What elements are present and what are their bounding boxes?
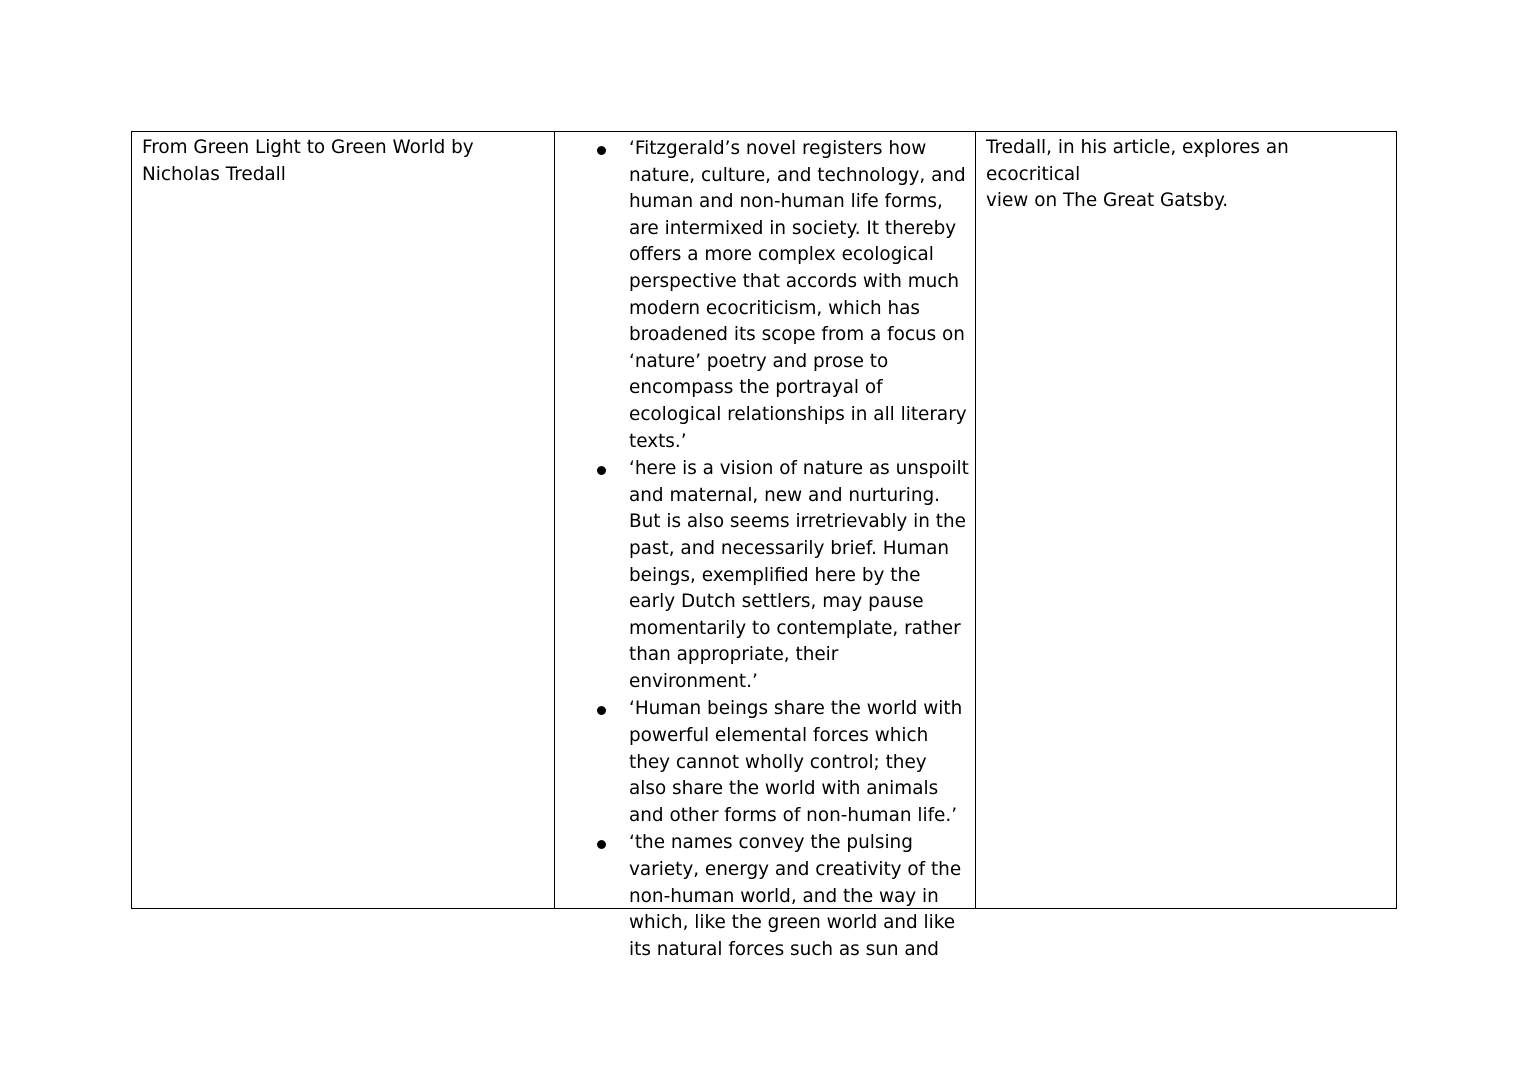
quote-text: ‘Human beings share the world with powerful elemental forces which they cannot wholly control; they also share the world with animals and other forms of non-human life.’ bbox=[629, 698, 963, 826]
source-title-line-1: From Green Light to Green World by bbox=[142, 137, 474, 158]
notes-cell bbox=[976, 132, 1396, 908]
quotes-cell bbox=[555, 132, 976, 960]
quote-text: ‘here is a vision of nature as unspoilt and maternal, new and nurturing. But is also seems irretrievably in the past, and necessarily brief. Human beings, exemplified here by the early Dutch settlers, may pause momentarily to contemplate, rather than appropriate, their environment.’ bbox=[629, 458, 969, 692]
quote-list bbox=[555, 136, 969, 963]
bullet-icon bbox=[597, 146, 606, 155]
list-item bbox=[555, 830, 969, 963]
bullet-icon bbox=[597, 706, 606, 715]
notes-table bbox=[131, 131, 1397, 960]
notes-line-2: view on The Great Gatsby. bbox=[986, 190, 1229, 211]
quote-text: ‘Fitzgerald’s novel registers how nature, culture, and technology, and human and non-human life forms, are intermixed in society. It thereby offers a more complex ecological perspective that accords with much modern ecocriticism, which has broadened its scope from a focus on ‘nature’ poetry and prose to encompass the portrayal of ecological relationships in all literary texts.’ bbox=[629, 138, 967, 452]
bullet-icon bbox=[597, 840, 606, 849]
source-title bbox=[142, 135, 544, 188]
source-cell bbox=[132, 132, 555, 908]
list-item bbox=[555, 456, 969, 695]
notes-line-1: Tredall, in his article, explores an ecocritical bbox=[986, 137, 1289, 185]
quote-text: ‘the names convey the pulsing variety, energy and creativity of the non-human world, and the way in which, like the green world and like its natural forces such as sun and bbox=[629, 832, 962, 960]
list-item bbox=[555, 136, 969, 455]
source-title-line-2: Nicholas Tredall bbox=[142, 163, 286, 185]
notes-text bbox=[986, 135, 1386, 215]
list-item bbox=[555, 696, 969, 829]
bullet-icon bbox=[597, 466, 606, 475]
